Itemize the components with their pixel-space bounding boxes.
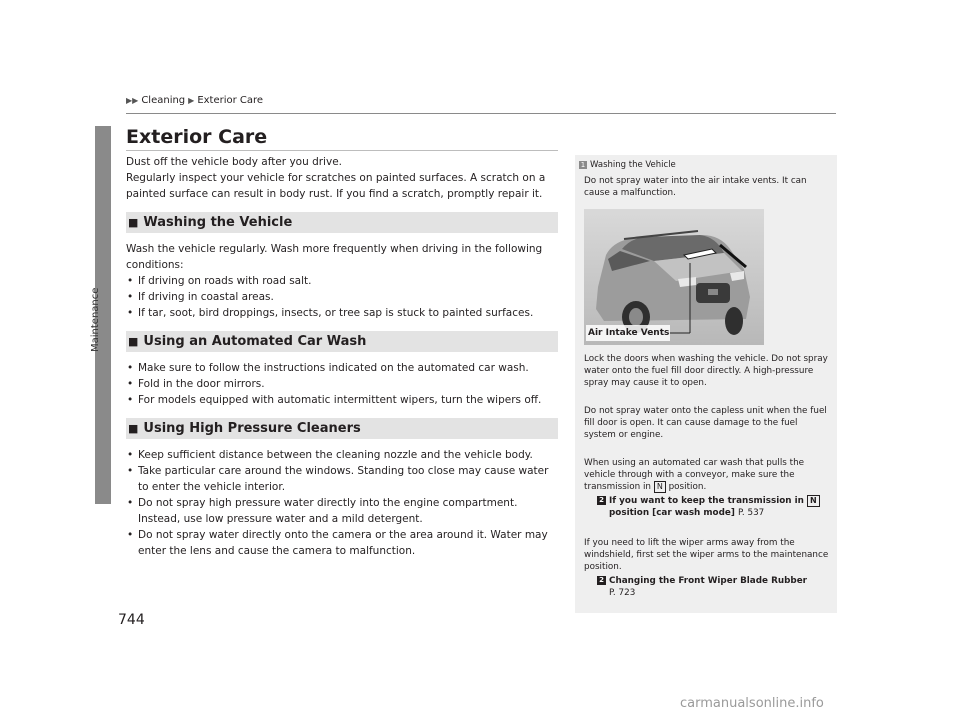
cross-reference-wiper-blade[interactable]	[597, 575, 829, 599]
reference-arrow-icon: 2	[597, 576, 606, 585]
section-heading-text: Washing the Vehicle	[143, 214, 293, 230]
section-heading-text: Using High Pressure Cleaners	[143, 420, 361, 436]
list-item: • If driving on roads with road salt.	[126, 273, 558, 289]
note-paragraph: If you need to lift the wiper arms away from the windshield, first set the wiper arms to the maintenance position.	[584, 538, 829, 572]
breadcrumb-arrow-icon: ▶	[188, 96, 195, 105]
section-marker-icon: ■	[128, 215, 139, 229]
list-item: • Keep sufficient distance between the cleaning nozzle and the vehicle body.	[126, 447, 558, 463]
section-paragraph: Wash the vehicle regularly. Wash more frequently when driving in the following conditions:	[126, 243, 543, 271]
list-item: • If driving in coastal areas.	[126, 289, 558, 305]
list-item: • Do not spray high pressure water directly into the engine compartment. Instead, use low pressure water and a mild detergent.	[126, 495, 558, 527]
title-divider	[126, 150, 558, 151]
bullet-list	[126, 360, 558, 408]
xref-text-segment: Changing the Front Wiper Blade Rubber	[609, 576, 808, 586]
cross-reference-car-wash-mode[interactable]	[597, 495, 829, 519]
neutral-gear-icon: N	[654, 481, 666, 493]
note-heading-text: Washing the Vehicle	[590, 160, 676, 170]
note-paragraph: Do not spray water into the air intake vents. It can cause a malfunction.	[584, 176, 807, 198]
note-paragraph	[584, 457, 830, 493]
page-title: Exterior Care	[126, 126, 268, 148]
car-air-intake-illustration	[584, 209, 764, 345]
page-number: 744	[118, 612, 145, 628]
intro-line-1: Dust off the vehicle body after you drive.	[126, 156, 342, 168]
list-item: • If tar, soot, bird droppings, insects, or tree sap is stuck to painted surfaces.	[126, 305, 558, 321]
section-heading-text: Using an Automated Car Wash	[143, 333, 367, 349]
list-item: • Make sure to follow the instructions indicated on the automated car wash.	[126, 360, 558, 376]
cross-reference-text	[609, 495, 829, 519]
list-item: • Do not spray water directly onto the camera or the area around it. Water may enter the lens and cause the camera to malfunction.	[126, 527, 558, 559]
chapter-label: Maintenance	[90, 287, 101, 353]
note-marker-icon: 1	[580, 161, 586, 169]
image-callout-label: Air Intake Vents	[588, 328, 670, 338]
note-text-segment: When using an automated car wash that pulls the vehicle through with a conveyor, make sure the transmission in	[584, 458, 805, 492]
watermark: carmanualsonline.info	[680, 696, 824, 711]
list-item: • For models equipped with automatic intermittent wipers, turn the wipers off.	[126, 392, 558, 408]
xref-text-segment: position [car wash mode]	[609, 508, 735, 518]
xref-page: P. 723	[609, 588, 636, 598]
note-paragraph: Do not spray water onto the capless unit when the fuel fill door is open. It can cause damage to the fuel system or engine.	[584, 406, 827, 440]
section-marker-icon: ■	[128, 334, 139, 348]
section-heading-automated-wash	[126, 331, 558, 352]
section-marker-icon: ■	[128, 421, 139, 435]
list-item: • Fold in the door mirrors.	[126, 376, 558, 392]
note-paragraph: Lock the doors when washing the vehicle. Do not spray water onto the fuel fill door directly. A high-pressure spray may cause it to open.	[584, 354, 828, 388]
bullet-list	[126, 447, 558, 559]
xref-page: P. 537	[737, 508, 765, 518]
side-note	[575, 155, 837, 613]
intro-line-2: Regularly inspect your vehicle for scratches on painted surfaces. A scratch on a painted surface can result in body rust. If you find a scratch, promptly repair it.	[126, 172, 546, 200]
cross-reference-text	[609, 575, 807, 599]
neutral-gear-icon: N	[807, 495, 820, 507]
header-divider	[126, 113, 836, 114]
breadcrumb-item-exterior-care[interactable]: Exterior Care	[197, 95, 264, 106]
section-heading-high-pressure	[126, 418, 558, 439]
list-item: • Take particular care around the windows. Standing too close may cause water to enter the vehicle interior.	[126, 463, 558, 495]
suv-illustration	[584, 209, 764, 345]
breadcrumb-arrow-icon: ▶▶	[126, 96, 139, 105]
main-content	[126, 154, 558, 559]
breadcrumb	[126, 95, 263, 106]
reference-arrow-icon: 2	[597, 496, 606, 505]
note-heading	[579, 159, 676, 171]
bullet-list	[126, 273, 558, 321]
breadcrumb-item-cleaning[interactable]: Cleaning	[141, 95, 186, 106]
section-heading-washing	[126, 212, 558, 233]
note-text-segment: position.	[668, 482, 707, 492]
xref-text-segment: If you want to keep the transmission in	[609, 496, 804, 506]
